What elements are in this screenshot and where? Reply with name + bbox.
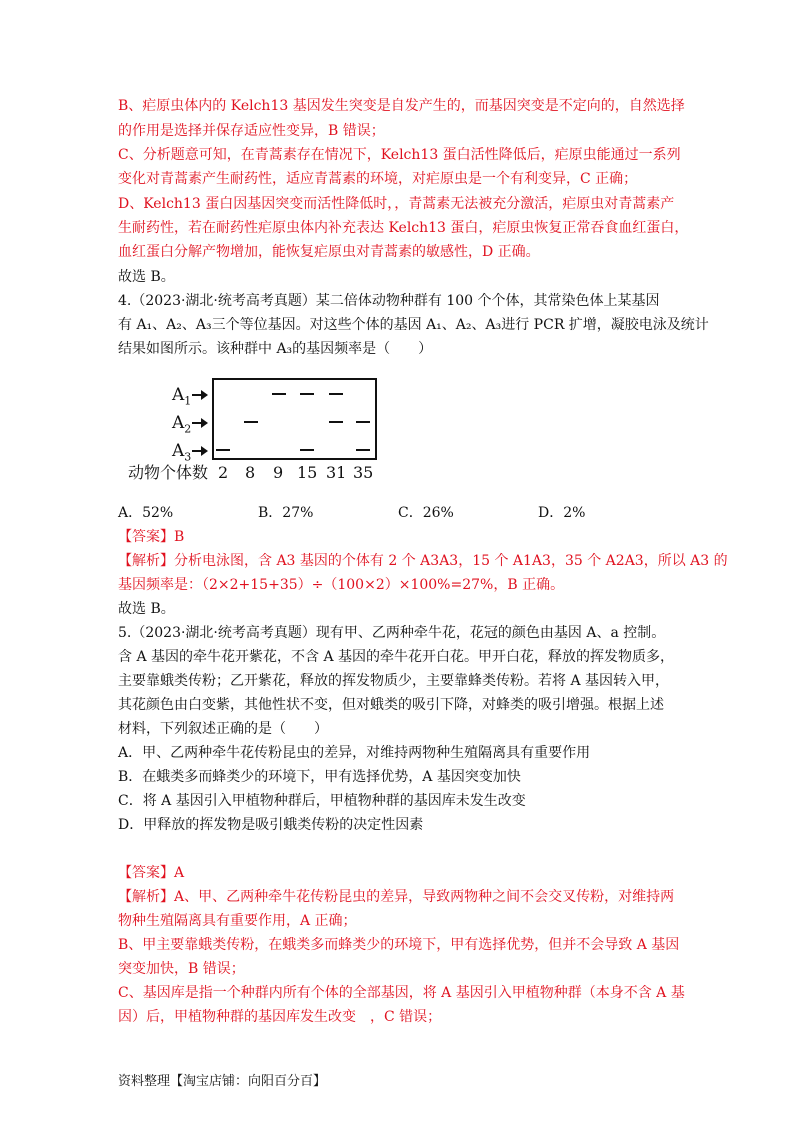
option-a: A．52% — [118, 505, 174, 521]
analysis-line: 基因频率是：（2×2+15+35）÷（100×2）×100%=27%，B 正确。 — [118, 577, 565, 593]
question-5-stem: 主要靠蛾类传粉；乙开紫花，释放的挥发物质少，主要靠蜂类传粉。若将 A 基因转入甲， — [118, 673, 670, 689]
arrow-icon — [192, 394, 206, 396]
x-axis-title: 动物个体数 — [128, 463, 209, 482]
x-tick-label: 2 — [218, 463, 229, 482]
question-5-stem: 5.（2023·湖北·统考高考真题）现有甲、乙两种牵牛花，花冠的颜色由基因 A、a 控制。 — [118, 625, 666, 641]
analysis-tag: 【解析】 — [118, 553, 174, 569]
page-footer: 资料整理【淘宝店铺：向阳百分百】 — [118, 1074, 327, 1089]
conclusion-line: 故选 B。 — [118, 269, 175, 285]
option-d: D．2% — [538, 505, 586, 521]
question-4-stem: 结果如图所示。该种群中 A₃的基因频率是（ ） — [118, 341, 433, 357]
question-4-stem: 有 A₁、A₂、A₃三个等位基因。对这些个体的基因 A₁、A₂、A₃进行 PCR 扩增，凝胶电泳及统计 — [118, 317, 709, 333]
explanation-line: 的作用是选择并保存适应性变异，B 错误； — [118, 123, 385, 139]
analysis-line — [118, 886, 674, 908]
gel-band — [300, 393, 314, 395]
x-tick-label: 31 — [326, 463, 347, 482]
explanation-line: C、分析题意可知，在青蒿素存在情况下，Kelch13 蛋白活性降低后，疟原虫能通过一系列 — [118, 147, 681, 163]
explanation-line: B、疟原虫体内的 Kelch13 基因发生突变是自发产生的，而基因突变是不定向的，自然选择 — [118, 98, 685, 114]
analysis-line: 物种生殖隔离具有重要作用，A 正确； — [118, 913, 357, 929]
analysis-line: 因）后，甲植物种群的基因库发生改变 ，C 错误； — [118, 1009, 442, 1025]
analysis-tag: 【解析】 — [118, 889, 174, 905]
lane-label-a3: $A_3$ — [172, 441, 192, 464]
analysis-line: C、基因库是指一个种群内所有个体的全部基因，将 A 基因引入甲植物种群（本身不含 A 基 — [118, 985, 685, 1001]
lane-label-a2: $A_2$ — [172, 413, 192, 436]
analysis-text: A、甲、乙两种牵牛花传粉昆虫的差异，导致两物种之间不会交叉传粉，对维持两 — [174, 889, 675, 905]
option-c: C．26% — [398, 505, 454, 521]
question-4-stem: 4.（2023·湖北·统考高考真题）某二倍体动物种群有 100 个个体，其常染色体上某基因 — [118, 293, 660, 309]
arrow-icon — [192, 450, 206, 452]
option-b: B．在蛾类多而蜂类少的环境下，甲有选择优势，A 基因突变加快 — [118, 769, 521, 785]
gel-band — [300, 449, 314, 451]
analysis-text: 分析电泳图，含 A3 基因的个体有 2 个 A3A3，15 个 A1A3，35 个 A2A3，所以 A3 的 — [174, 553, 728, 569]
question-5-stem: 其花颜色由白变紫，其他性状不变，但对蛾类的吸引下降，对蜂类的吸引增强。根据上述 — [118, 697, 664, 713]
gel-band — [329, 421, 343, 423]
option-b: B．27% — [258, 505, 314, 521]
arrow-icon — [192, 422, 206, 424]
gel-band — [216, 449, 230, 451]
analysis-line — [118, 550, 728, 572]
gel-band — [356, 421, 370, 423]
question-5-stem: 含 A 基因的牵牛花开紫花，不含 A 基因的牵牛花开白花。甲开白花，释放的挥发物质多， — [118, 649, 675, 665]
explanation-line: 血红蛋白分解产物增加，能恢复疟原虫对青蒿素的敏感性，D 正确。 — [118, 244, 540, 260]
gel-band — [244, 421, 258, 423]
gel-band — [272, 393, 286, 395]
x-tick-label: 35 — [353, 463, 374, 482]
answer-label: 【答案】B — [118, 529, 185, 545]
question-5-stem: 材料，下列叙述正确的是（ ） — [118, 721, 328, 737]
explanation-line: D、Kelch13 蛋白因基因突变而活性降低时，，青蒿素无法被充分激活，疟原虫对青蒿素产 — [118, 196, 675, 212]
explanation-line: 生耐药性，若在耐药性疟原虫体内补充表达 Kelch13 蛋白，疟原虫恢复正常吞食血红蛋白， — [118, 220, 689, 236]
lane-label-a1: $A_1$ — [172, 385, 192, 408]
option-a: A．甲、乙两种牵牛花传粉昆虫的差异，对维持两物种生殖隔离具有重要作用 — [118, 745, 591, 761]
x-tick-label: 8 — [245, 463, 256, 482]
option-d: D．甲释放的挥发物是吸引蛾类传粉的决定性因素 — [118, 817, 424, 833]
x-tick-label: 15 — [297, 463, 318, 482]
gel-band — [356, 449, 370, 451]
answer-label: 【答案】A — [118, 865, 185, 881]
option-c: C．将 A 基因引入甲植物种群后，甲植物种群的基因库未发生改变 — [118, 793, 526, 809]
analysis-line: 突变加快，B 错误； — [118, 961, 245, 977]
gel-frame — [212, 378, 377, 460]
x-tick-label: 9 — [273, 463, 284, 482]
analysis-line: B、甲主要靠蛾类传粉，在蛾类多而蜂类少的环境下，甲有选择优势，但并不会导致 A 基因 — [118, 937, 680, 953]
conclusion-line: 故选 B。 — [118, 601, 175, 617]
gel-band — [329, 393, 343, 395]
explanation-line: 变化对青蒿素产生耐药性，适应青蒿素的环境，对疟原虫是一个有利变异，C 正确； — [118, 171, 638, 187]
